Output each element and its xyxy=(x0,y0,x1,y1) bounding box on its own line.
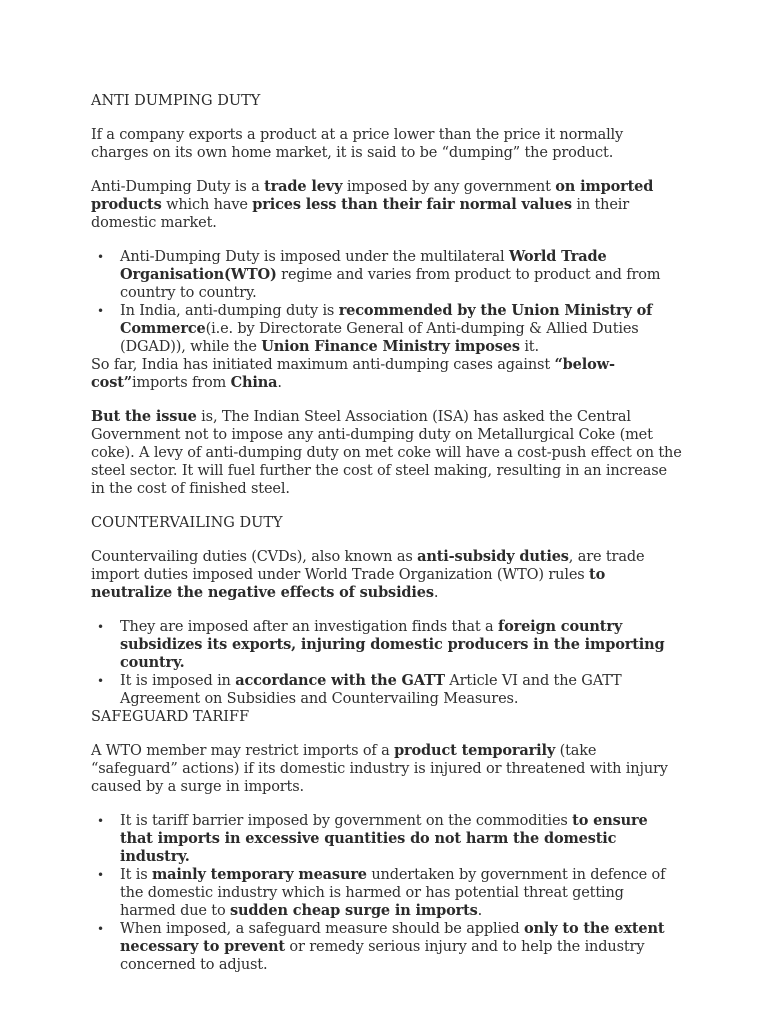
text: (i.e. by Directorate General of Anti-dumping & Allied Duties (DGAD)), while the xyxy=(120,321,639,355)
list-item xyxy=(91,618,683,672)
text: In India, anti-dumping duty is xyxy=(120,303,339,319)
text: It is xyxy=(120,867,152,883)
list-item xyxy=(91,248,683,302)
bold-text: trade levy xyxy=(264,178,343,195)
bold-text: prices less than their fair normal values xyxy=(252,196,572,213)
text: . xyxy=(477,903,483,919)
heading-countervailing-duty: COUNTERVAILING DUTY xyxy=(91,515,283,531)
text: Anti-Dumping Duty is a xyxy=(91,179,265,195)
text: imports from xyxy=(131,375,231,391)
list-item xyxy=(91,812,683,866)
bullet-list-anti-dumping xyxy=(91,248,683,356)
text: is, The Indian Steel Association (ISA) has asked the Central Government not to impose any anti-dumping duty on Metallurgical Coke (met coke). A levy of anti-dumping duty on met coke will have a cost-push effect on the steel sector. It will fuel further the cost of steel making, resulting in an increase in the cost of finished steel. xyxy=(91,409,682,497)
text: Countervailing duties (CVDs), also known as xyxy=(91,549,418,565)
bold-text: Union Finance Ministry imposes xyxy=(261,338,520,355)
text: They are imposed after an investigation finds that a xyxy=(120,619,498,635)
bold-text: sudden cheap surge in imports xyxy=(230,902,478,919)
text: It is imposed in xyxy=(120,673,236,689)
bold-text: recommended by the Union Ministry of Commerce xyxy=(120,302,653,337)
text: imposed by any government xyxy=(342,179,556,195)
paragraph-anti-dumping-duty xyxy=(91,178,683,232)
bold-text: World Trade Organisation(WTO) xyxy=(120,248,607,283)
bold-text: on imported products xyxy=(91,178,654,213)
heading-anti-dumping-duty: ANTI DUMPING DUTY xyxy=(91,93,261,109)
text: So far, India has initiated maximum anti-dumping cases against xyxy=(91,357,555,373)
text: (take “safeguard” actions) if its domestic industry is injured or threatened with injury caused by a surge in imports. xyxy=(91,743,668,795)
text: . xyxy=(277,375,282,391)
text: Anti-Dumping Duty is imposed under the multilateral xyxy=(120,249,509,265)
text: it. xyxy=(519,339,539,355)
text: Article VI and the GATT Agreement on Subsidies and Countervailing Measures. xyxy=(120,673,622,707)
bold-text: But the issue xyxy=(91,408,197,425)
text: . xyxy=(433,585,439,601)
bold-text: accordance with the GATT xyxy=(235,672,445,689)
paragraph-india-cases xyxy=(91,356,683,392)
heading-safeguard-tariff: SAFEGUARD TARIFF xyxy=(91,709,250,725)
document-page xyxy=(91,92,683,974)
paragraph-steel-issue xyxy=(91,408,683,498)
text: A WTO member may restrict imports of a xyxy=(91,743,395,759)
text: or remedy serious injury and to help the industry concerned to adjust. xyxy=(120,939,645,973)
list-item xyxy=(91,672,683,708)
list-item xyxy=(91,920,683,974)
bold-text: foreign country subsidizes its exports, injuring domestic producers in the importing country. xyxy=(120,618,665,671)
text: undertaken by government in defence of the domestic industry which is harmed or has potential threat getting harmed due to xyxy=(120,867,666,919)
text: , are trade import duties imposed under World Trade Organization (WTO) rules xyxy=(91,549,645,583)
list-item xyxy=(91,866,683,920)
text: regime and varies from product to product and from country to country. xyxy=(120,267,661,301)
paragraph-cvd-definition xyxy=(91,548,683,602)
bullet-list-safeguard xyxy=(91,812,683,974)
bold-text: product temporarily xyxy=(394,742,556,759)
list-item xyxy=(91,302,683,356)
text: It is tariff barrier imposed by government on the commodities xyxy=(120,813,573,829)
paragraph-dumping-definition: If a company exports a product at a price lower than the price it normally charges on its own home market, it is said to be “dumping” the product. xyxy=(91,127,624,161)
text: in their domestic market. xyxy=(91,197,630,231)
bold-text: only to the extent necessary to prevent xyxy=(120,920,665,955)
bold-text: to neutralize the negative effects of subsidies xyxy=(91,566,606,601)
text: When imposed, a safeguard measure should be applied xyxy=(120,921,524,937)
text: which have xyxy=(161,197,253,213)
bold-text: anti-subsidy duties xyxy=(417,548,569,565)
paragraph-safeguard-definition xyxy=(91,742,683,796)
bold-text: mainly temporary measure xyxy=(151,866,367,883)
bold-text: China xyxy=(230,374,278,391)
bullet-list-countervailing xyxy=(91,618,683,708)
bold-text: “below-cost” xyxy=(91,356,615,391)
bold-text: to ensure that imports in excessive quantities do not harm the domestic industry. xyxy=(120,812,648,865)
